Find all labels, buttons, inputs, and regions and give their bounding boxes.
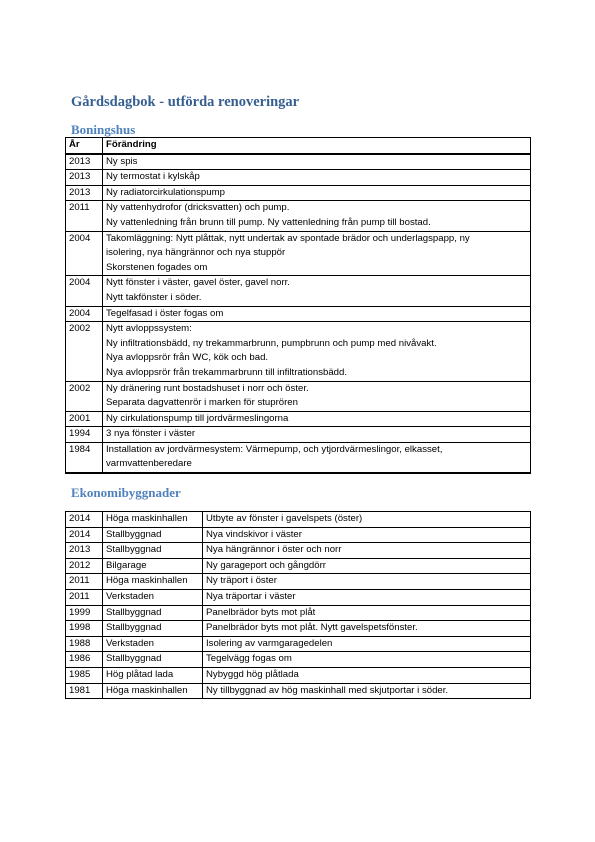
change-cell: [103, 427, 531, 443]
table-row: [66, 512, 531, 528]
table-row: [66, 605, 531, 621]
page-title: Gårdsdagbok - utförda renoveringar: [71, 94, 300, 110]
column-header-change: Förändring: [103, 138, 531, 154]
table-row: [66, 154, 531, 170]
change-cell: [103, 231, 531, 276]
building-cell: Stallbyggnad: [103, 621, 203, 637]
table-row: [66, 185, 531, 201]
change-cell: Isolering av varmgaragedelen: [203, 636, 531, 652]
change-text: Takomläggning: Nytt plåttak, nytt undertak av spontade brädor och underlagspapp, ny: [106, 232, 470, 244]
year-cell: 1994: [66, 427, 103, 443]
table-row: [66, 574, 531, 590]
building-cell: Verkstaden: [103, 636, 203, 652]
change-cell: [103, 442, 531, 473]
year-cell: 2013: [66, 170, 103, 186]
year-cell: 2004: [66, 231, 103, 276]
section-title-ekonomibyggnader: Ekonomibyggnader: [71, 485, 181, 500]
year-cell: 2001: [66, 411, 103, 427]
change-cell: Tegelvägg fogas om: [203, 652, 531, 668]
year-cell: 2014: [66, 512, 103, 528]
year-cell: 1986: [66, 652, 103, 668]
change-cell: [103, 201, 531, 231]
year-cell: 2014: [66, 527, 103, 543]
table-row: [66, 411, 531, 427]
change-text: Ny radiatorcirkulationspump: [106, 186, 225, 198]
change-cell: [103, 411, 531, 427]
year-cell: 1985: [66, 667, 103, 683]
boningshus-table: [65, 137, 531, 474]
table-row: [66, 170, 531, 186]
column-header-year: År: [66, 138, 103, 154]
table-row: [66, 201, 531, 231]
change-text: 3 nya fönster i väster: [106, 428, 196, 440]
building-cell: Hög plåtad lada: [103, 667, 203, 683]
change-text: Nya avloppsrör från trekammarbrunn till infiltrationsbädd.: [106, 366, 348, 378]
table-row: [66, 543, 531, 559]
year-cell: 2013: [66, 543, 103, 559]
change-cell: Nybyggd hög plåtlada: [203, 667, 531, 683]
change-cell: Panelbrädor byts mot plåt. Nytt gavelspetsfönster.: [203, 621, 531, 637]
change-cell: [103, 185, 531, 201]
change-text: Ny cirkulationspump till jordvärmeslingorna: [106, 412, 289, 424]
year-cell: 1999: [66, 605, 103, 621]
building-cell: Stallbyggnad: [103, 652, 203, 668]
change-text: Ny spis: [106, 155, 138, 167]
year-cell: 1988: [66, 636, 103, 652]
change-text: Ny infiltrationsbädd, ny trekammarbrunn, pumpbrunn och pump med nivåvakt.: [106, 337, 437, 349]
table-row: [66, 381, 531, 411]
change-cell: Ny garageport och gångdörr: [203, 558, 531, 574]
change-text: varmvattenberedare: [106, 458, 192, 470]
change-text: Ny dränering runt bostadshuset i norr och öster.: [106, 382, 309, 394]
table-row: [66, 667, 531, 683]
year-cell: 2013: [66, 154, 103, 170]
table-header-row: [66, 138, 531, 154]
table-row: [66, 683, 531, 699]
change-text: Nya avloppsrör från WC, kök och bad.: [106, 352, 269, 364]
year-cell: 1981: [66, 683, 103, 699]
section-title-boningshus: Boningshus: [71, 122, 136, 137]
building-cell: Stallbyggnad: [103, 527, 203, 543]
change-text: Skorstenen fogades om: [106, 261, 208, 273]
change-cell: [103, 322, 531, 381]
change-text: Installation av jordvärmesystem: Värmepump, och ytjordvärmeslingor, elkasset,: [106, 443, 443, 455]
year-cell: 2004: [66, 276, 103, 306]
table-row: [66, 231, 531, 276]
change-cell: Ny träport i öster: [203, 574, 531, 590]
year-cell: 2004: [66, 306, 103, 322]
change-text: isolering, nya hängrännor och nya stupрör: [106, 247, 286, 259]
building-cell: Verkstaden: [103, 589, 203, 605]
change-text: Ny vattenhydrofor (dricksvatten) och pump.: [106, 202, 290, 214]
year-cell: 2011: [66, 574, 103, 590]
change-cell: Nya hängrännor i öster och norr: [203, 543, 531, 559]
table-row: [66, 589, 531, 605]
table-row: [66, 558, 531, 574]
table-row: [66, 652, 531, 668]
table-row: [66, 636, 531, 652]
table-row: [66, 427, 531, 443]
building-cell: Höga maskinhallen: [103, 512, 203, 528]
year-cell: 2002: [66, 381, 103, 411]
change-text: Tegelfasad i öster fogas om: [106, 307, 224, 319]
building-cell: Stallbyggnad: [103, 543, 203, 559]
table-row: [66, 306, 531, 322]
change-cell: Utbyte av fönster i gavelspets (öster): [203, 512, 531, 528]
change-text: Ny termostat i kylskåp: [106, 171, 200, 183]
change-cell: Ny tillbyggnad av hög maskinhall med skjutportar i söder.: [203, 683, 531, 699]
table-row: [66, 322, 531, 381]
ekonomibyggnader-table: [65, 511, 531, 699]
change-cell: [103, 306, 531, 322]
table-row: [66, 442, 531, 473]
change-cell: [103, 170, 531, 186]
change-cell: [103, 154, 531, 170]
building-cell: Bilgarage: [103, 558, 203, 574]
change-text: Separata dagvattenrör i marken för stuprören: [106, 397, 298, 409]
change-cell: Nya träportar i väster: [203, 589, 531, 605]
building-cell: Höga maskinhallen: [103, 574, 203, 590]
year-cell: 1998: [66, 621, 103, 637]
year-cell: 2002: [66, 322, 103, 381]
year-cell: 2013: [66, 185, 103, 201]
change-cell: Panelbrädor byts mot plåt: [203, 605, 531, 621]
change-text: Nytt takfönster i söder.: [106, 291, 202, 303]
building-cell: Höga maskinhallen: [103, 683, 203, 699]
change-text: Ny vattenledning från brunn till pump. Ny vattenledning från pump till bostad.: [106, 216, 431, 228]
table-row: [66, 621, 531, 637]
building-cell: Stallbyggnad: [103, 605, 203, 621]
year-cell: 1984: [66, 442, 103, 473]
table-row: [66, 527, 531, 543]
year-cell: 2012: [66, 558, 103, 574]
table-row: [66, 276, 531, 306]
year-cell: 2011: [66, 201, 103, 231]
change-cell: Nya vindskivor i väster: [203, 527, 531, 543]
change-text: Nytt fönster i väster, gavel öster, gavel norr.: [106, 277, 290, 289]
change-cell: [103, 276, 531, 306]
change-cell: [103, 381, 531, 411]
year-cell: 2011: [66, 589, 103, 605]
change-text: Nytt avloppssystem:: [106, 323, 192, 335]
